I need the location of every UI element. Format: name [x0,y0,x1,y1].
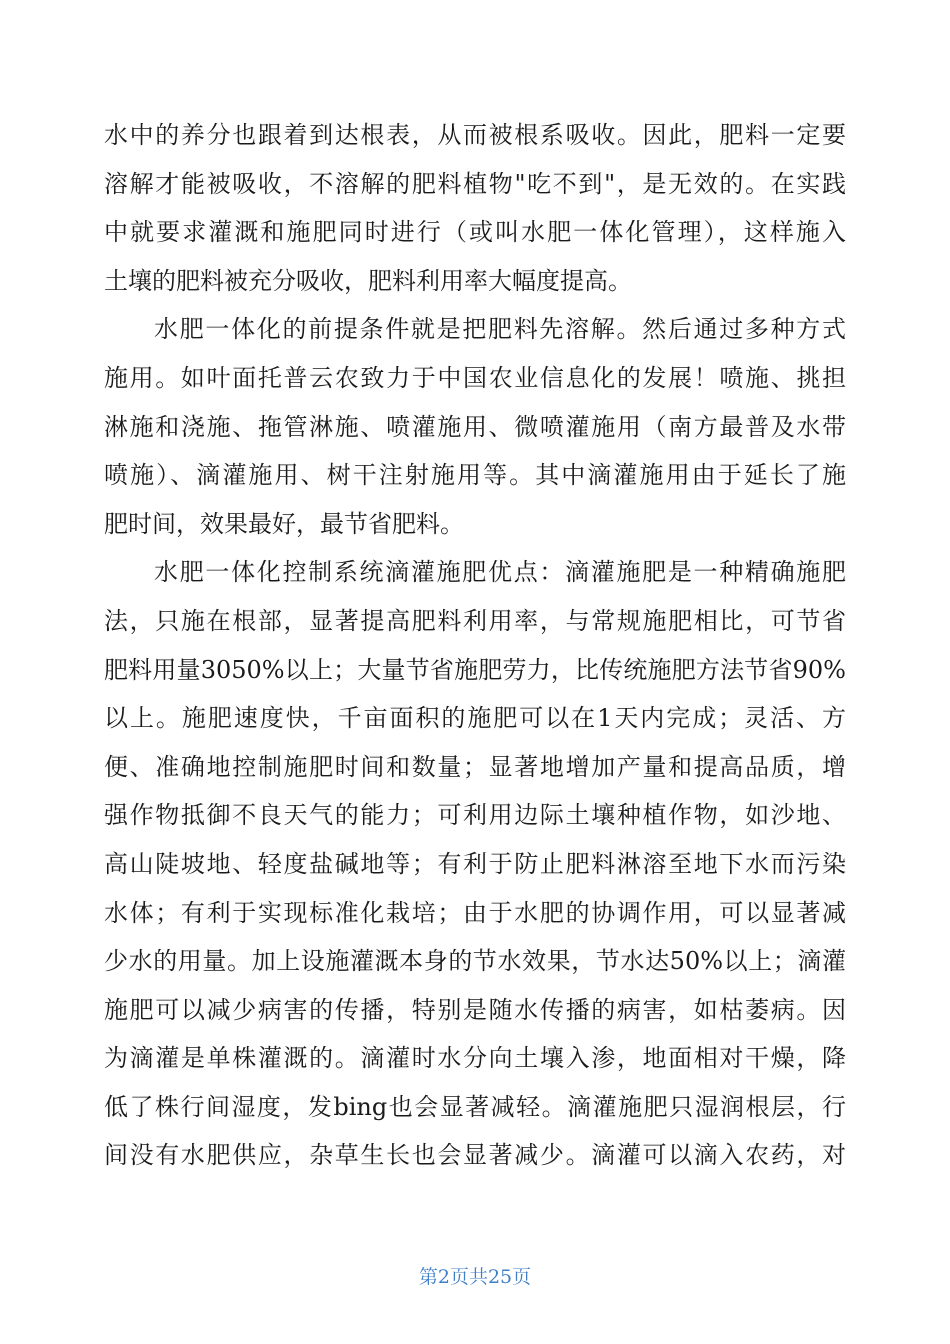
paragraph-line: 喷施）、滴灌施用、树干注射施用等。其中滴灌施用由于延长了施 [104,461,846,490]
paragraph-1 [104,111,846,305]
paragraph-line: 水体；有利于实现标准化栽培；由于水肥的协调作用，可以显著减 [104,898,846,927]
paragraph-line: 施用。如叶面托普云农致力于中国农业信息化的发展！喷施、挑担 [104,363,846,392]
paragraph-line: 水肥一体化控制系统滴灌施肥优点：滴灌施肥是一种精确施肥 [154,558,846,587]
paragraph-line: 肥时间，效果最好，最节省肥料。 [104,509,464,538]
paragraph-2 [104,305,846,548]
document-body [104,111,846,1180]
paragraph-line: 法，只施在根部，显著提高肥料利用率，与常规施肥相比，可节省 [104,606,846,635]
paragraph-line: 便、准确地控制施肥时间和数量；显著地增加产量和提高品质，增 [104,752,846,781]
paragraph-line: 淋施和浇施、拖管淋施、喷灌施用、微喷灌施用（南方最普及水带 [104,412,846,441]
paragraph-line: 中就要求灌溉和施肥同时进行（或叫水肥一体化管理），这样施入 [104,218,846,247]
paragraph-line: 肥料用量3050%以上；大量节省施肥劳力，比传统施肥方法节省90% [104,655,846,684]
paragraph-line: 水中的养分也跟着到达根表，从而被根系吸收。因此，肥料一定要 [104,121,846,149]
paragraph-line: 少水的用量。加上设施灌溉本身的节水效果，节水达50%以上；滴灌 [104,947,846,976]
paragraph-line: 高山陡坡地、轻度盐碱地等；有利于防止肥料淋溶至地下水而污染 [104,849,846,878]
paragraph-line: 低了株行间湿度，发bing也会显著减轻。滴灌施肥只湿润根层，行 [104,1092,846,1121]
page-number-footer: 第2页共25页 [418,1266,532,1288]
paragraph-line: 为滴灌是单株灌溉的。滴灌时水分向土壤入渗，地面相对干燥，降 [104,1044,846,1073]
paragraph-line: 施肥可以减少病害的传播，特别是随水传播的病害，如枯萎病。因 [104,995,846,1024]
paragraph-line: 以上。施肥速度快，千亩面积的施肥可以在1天内完成；灵活、方 [104,704,846,733]
paragraph-line: 水肥一体化的前提条件就是把肥料先溶解。然后通过多种方式 [154,315,846,344]
paragraph-line: 强作物抵御不良天气的能力；可利用边际土壤种植作物，如沙地、 [104,801,846,830]
paragraph-3 [104,548,846,1180]
paragraph-line: 土壤的肥料被充分吸收，肥料利用率大幅度提高。 [104,266,632,295]
paragraph-line: 间没有水肥供应，杂草生长也会显著减少。滴灌可以滴入农药，对 [104,1141,846,1170]
paragraph-line: 溶解才能被吸收，不溶解的肥料植物"吃不到"，是无效的。在实践 [104,169,846,198]
